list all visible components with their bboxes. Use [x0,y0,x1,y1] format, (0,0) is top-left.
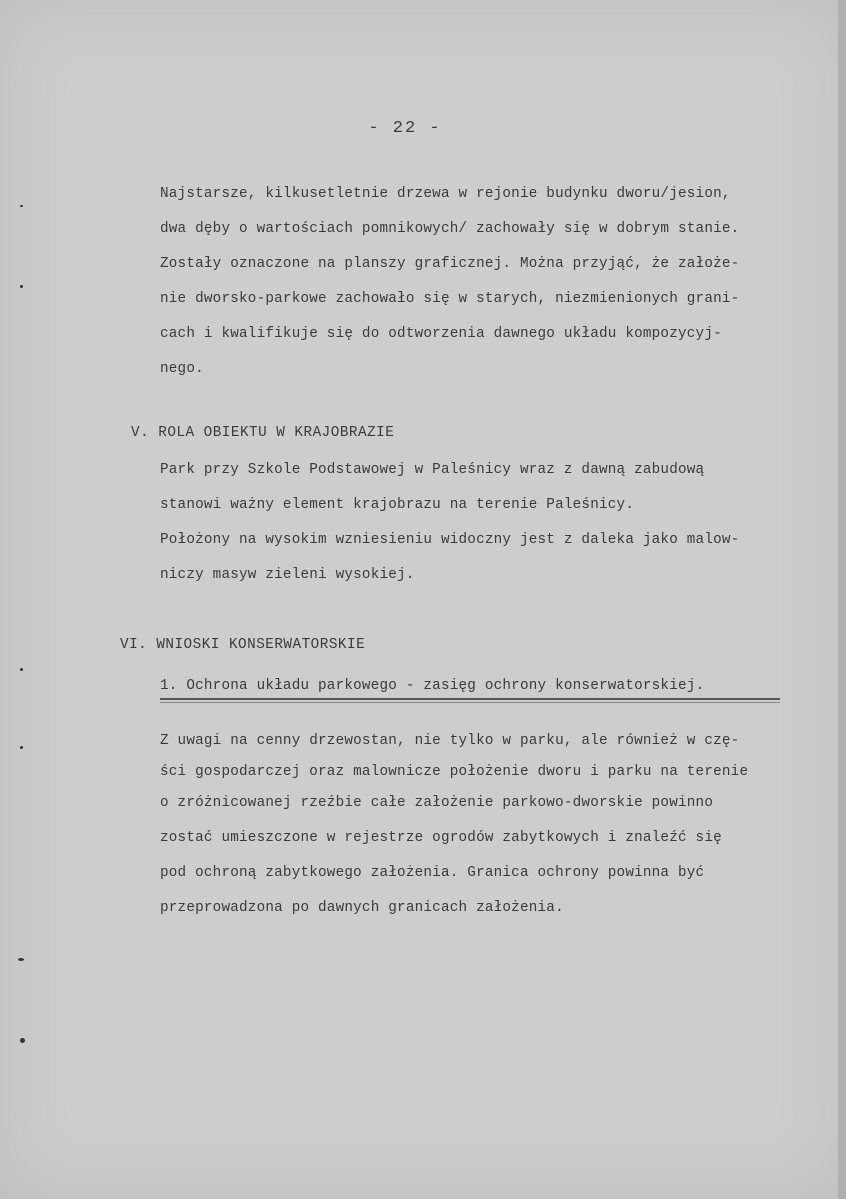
margin-mark [20,668,23,671]
paragraph-line: niczy masyw zieleni wysokiej. [160,567,415,583]
paragraph-line: dwa dęby o wartościach pomnikowych/ zachowały się w dobrym stanie. [160,221,740,237]
paragraph-line: Położony na wysokim wzniesieniu widoczny jest z daleka jako malow- [160,532,740,548]
page-number: - 22 - [368,119,442,138]
margin-mark [20,1038,25,1043]
paragraph-line: przeprowadzona po dawnych granicach założenia. [160,900,564,916]
paragraph-line: pod ochroną zabytkowego założenia. Granica ochrony powinna być [160,865,705,881]
paragraph-line: nie dworsko-parkowe zachowało się w starych, niezmienionych grani- [160,291,740,307]
subsection-underline-second [160,702,780,703]
paragraph-line: stanowi ważny element krajobrazu na terenie Paleśnicy. [160,497,635,513]
paragraph-line: Najstarsze, kilkusetletnie drzewa w rejonie budynku dworu/jesion, [160,186,731,202]
subsection-underline [160,698,780,700]
section-heading-v: V. ROLA OBIEKTU W KRAJOBRAZIE [131,425,395,441]
margin-mark [20,746,23,749]
paragraph-line: Zostały oznaczone na planszy graficznej. Można przyjąć, że założe- [160,256,740,272]
paragraph-line: Z uwagi na cenny drzewostan, nie tylko w parku, ale również w czę- [160,733,740,749]
margin-mark [18,958,24,961]
margin-mark [20,205,23,207]
paragraph-line: zostać umieszczone w rejestrze ogrodów zabytkowych i znaleźć się [160,830,722,846]
paragraph-line: ści gospodarczej oraz malownicze położenie dworu i parku na terenie [160,764,749,780]
page-edge-shadow [838,0,846,1199]
paragraph-line: o zróżnicowanej rzeźbie całe założenie parkowo-dworskie powinno [160,795,714,811]
paragraph-line: cach i kwalifikuje się do odtworzenia dawnego układu kompozycyj- [160,326,722,342]
subsection-heading: 1. Ochrona układu parkowego - zasięg ochrony konserwatorskiej. [160,678,705,694]
paragraph-line: Park przy Szkole Podstawowej w Paleśnicy wraz z dawną zabudową [160,462,705,478]
margin-mark [20,285,23,288]
paragraph-line: nego. [160,361,204,377]
section-heading-vi: VI. WNIOSKI KONSERWATORSKIE [120,637,366,653]
